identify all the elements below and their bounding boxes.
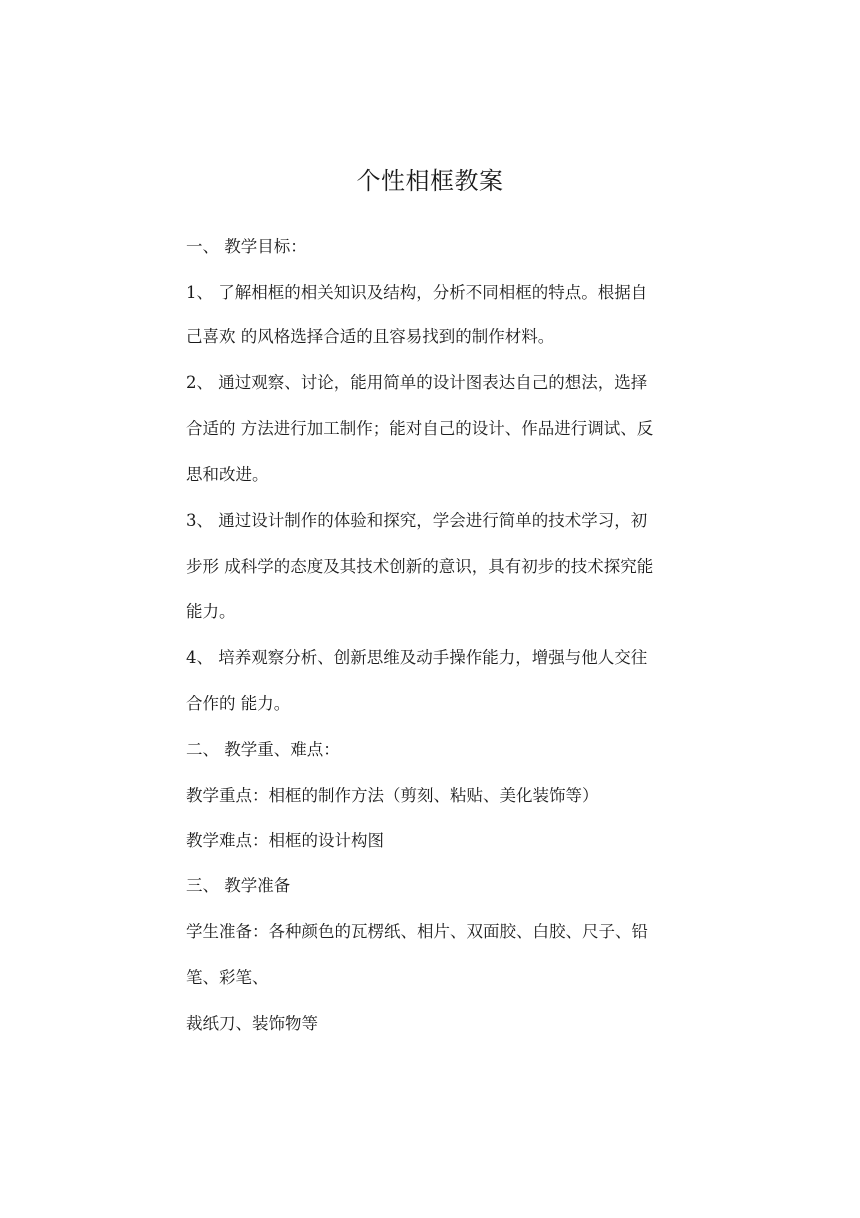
- objective-4-line-1: 4、 培养观察分析、创新思维及动手操作能力，增强与他人交往: [186, 648, 648, 667]
- objective-1-line-2: 己喜欢 的风格选择合适的且容易找到的制作材料。: [186, 327, 555, 346]
- document-title: 个性相框教案: [356, 167, 504, 195]
- student-preparation-line-1: 学生准备：各种颜色的瓦楞纸、相片、双面胶、白胶、尺子、铅: [186, 922, 648, 941]
- objective-1-line-1: 1、 了解相框的相关知识及结构，分析不同相框的特点。根据自: [186, 283, 648, 302]
- objective-2-line-2: 合适的 方法进行加工制作；能对自己的设计、作品进行调试、反: [186, 419, 654, 438]
- student-preparation-line-3: 裁纸刀、装饰物等: [186, 1014, 318, 1033]
- objective-3-line-2: 步形 成科学的态度及其技术创新的意识，具有初步的技术探究能: [186, 557, 654, 576]
- objective-2-line-1: 2、 通过观察、讨论，能用简单的设计图表达自己的想法，选择: [186, 373, 648, 392]
- objective-2-line-3: 思和改进。: [186, 465, 269, 484]
- student-preparation-line-2: 笔、彩笔、: [186, 968, 269, 987]
- objective-3-line-3: 能力。: [186, 602, 236, 621]
- objective-3-line-1: 3、 通过设计制作的体验和探究，学会进行简单的技术学习，初: [186, 511, 648, 530]
- key-point-line: 教学重点：相框的制作方法（剪刻、粘贴、美化装饰等）: [186, 786, 599, 805]
- section-heading-preparation: 三、 教学准备: [186, 876, 291, 895]
- section-heading-key-points: 二、 教学重、难点：: [186, 740, 340, 759]
- difficult-point-line: 教学难点：相框的设计构图: [186, 831, 384, 850]
- section-heading-objectives: 一、 教学目标：: [186, 237, 307, 256]
- objective-4-line-2: 合作的 能力。: [186, 694, 291, 713]
